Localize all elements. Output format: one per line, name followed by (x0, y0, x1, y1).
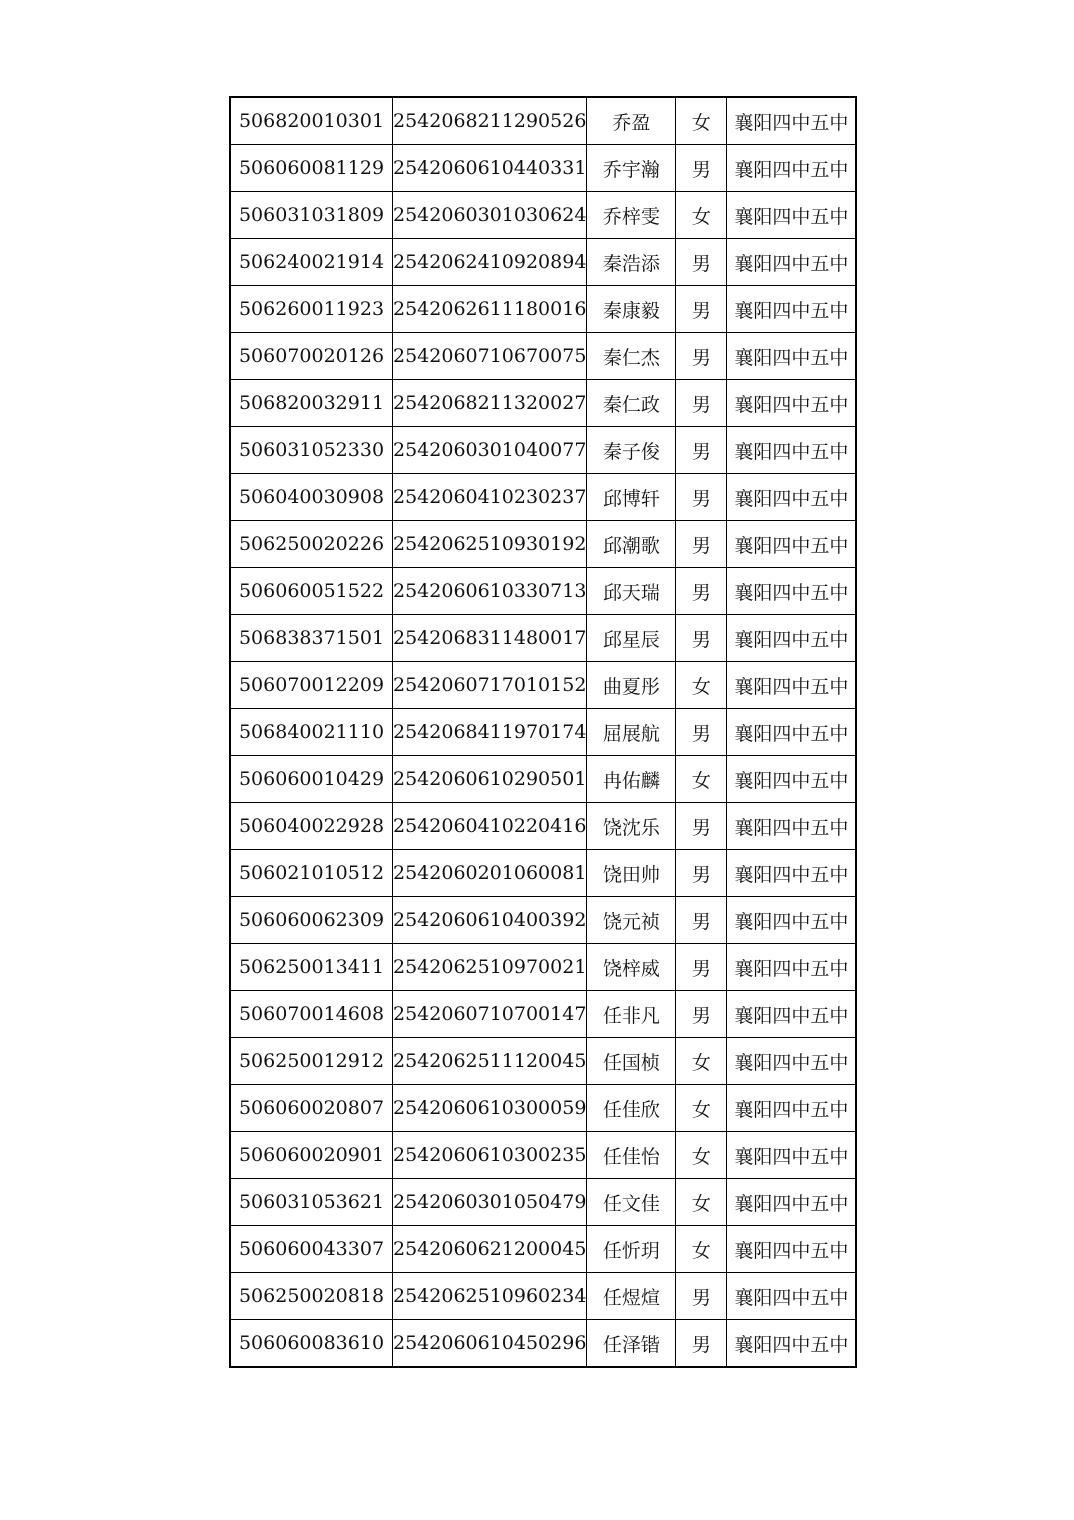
registration-number-cell: 2542060610290501 (393, 756, 587, 803)
gender-cell: 男 (676, 944, 727, 991)
registration-number-cell: 2542062511120045 (393, 1038, 587, 1085)
student-name-cell: 邱天瑞 (587, 568, 676, 615)
school-cell: 襄阳四中五中 (727, 192, 857, 239)
school-cell: 襄阳四中五中 (727, 427, 857, 474)
exam-number-cell: 506060083610 (230, 1320, 393, 1368)
table-row (230, 286, 856, 333)
school-cell: 襄阳四中五中 (727, 1038, 857, 1085)
gender-cell: 女 (676, 97, 727, 145)
exam-number-cell: 506021010512 (230, 850, 393, 897)
school-cell: 襄阳四中五中 (727, 615, 857, 662)
student-name-cell: 曲夏彤 (587, 662, 676, 709)
registration-number-cell: 2542060621200045 (393, 1226, 587, 1273)
exam-number-cell: 506060062309 (230, 897, 393, 944)
school-cell: 襄阳四中五中 (727, 380, 857, 427)
registration-number-cell: 2542060301030624 (393, 192, 587, 239)
table-row (230, 1320, 856, 1368)
gender-cell: 男 (676, 474, 727, 521)
exam-number-cell: 506250020818 (230, 1273, 393, 1320)
table-row (230, 568, 856, 615)
gender-cell: 男 (676, 709, 727, 756)
registration-number-cell: 2542060710670075 (393, 333, 587, 380)
gender-cell: 女 (676, 662, 727, 709)
registration-number-cell: 2542068411970174 (393, 709, 587, 756)
student-name-cell: 秦仁杰 (587, 333, 676, 380)
exam-number-cell: 506070012209 (230, 662, 393, 709)
registration-number-cell: 2542062410920894 (393, 239, 587, 286)
gender-cell: 女 (676, 192, 727, 239)
school-cell: 襄阳四中五中 (727, 756, 857, 803)
gender-cell: 男 (676, 897, 727, 944)
school-cell: 襄阳四中五中 (727, 803, 857, 850)
gender-cell: 男 (676, 521, 727, 568)
table-row (230, 145, 856, 192)
school-cell: 襄阳四中五中 (727, 897, 857, 944)
school-cell: 襄阳四中五中 (727, 1320, 857, 1368)
gender-cell: 男 (676, 850, 727, 897)
table-row (230, 427, 856, 474)
exam-number-cell: 506060081129 (230, 145, 393, 192)
registration-number-cell: 2542068211320027 (393, 380, 587, 427)
gender-cell: 女 (676, 1226, 727, 1273)
student-name-cell: 秦浩添 (587, 239, 676, 286)
exam-number-cell: 506031031809 (230, 192, 393, 239)
registration-number-cell: 2542062510960234 (393, 1273, 587, 1320)
registration-number-cell: 2542060410220416 (393, 803, 587, 850)
gender-cell: 男 (676, 145, 727, 192)
gender-cell: 女 (676, 756, 727, 803)
registration-number-cell: 2542062611180016 (393, 286, 587, 333)
school-cell: 襄阳四中五中 (727, 239, 857, 286)
student-roster-table (229, 96, 857, 1368)
exam-number-cell: 506820032911 (230, 380, 393, 427)
student-name-cell: 屈展航 (587, 709, 676, 756)
student-name-cell: 冉佑麟 (587, 756, 676, 803)
table-row (230, 662, 856, 709)
student-name-cell: 邱博轩 (587, 474, 676, 521)
student-name-cell: 任佳怡 (587, 1132, 676, 1179)
school-cell: 襄阳四中五中 (727, 333, 857, 380)
gender-cell: 男 (676, 427, 727, 474)
student-name-cell: 邱星辰 (587, 615, 676, 662)
student-name-cell: 秦仁政 (587, 380, 676, 427)
registration-number-cell: 2542060610300059 (393, 1085, 587, 1132)
school-cell: 襄阳四中五中 (727, 97, 857, 145)
registration-number-cell: 2542060610330713 (393, 568, 587, 615)
student-name-cell: 秦康毅 (587, 286, 676, 333)
student-name-cell: 任文佳 (587, 1179, 676, 1226)
registration-number-cell: 2542068211290526 (393, 97, 587, 145)
table-row (230, 1132, 856, 1179)
exam-number-cell: 506820010301 (230, 97, 393, 145)
school-cell: 襄阳四中五中 (727, 1085, 857, 1132)
registration-number-cell: 2542060610440331 (393, 145, 587, 192)
table-row (230, 1273, 856, 1320)
registration-number-cell: 2542060410230237 (393, 474, 587, 521)
table-row (230, 239, 856, 286)
student-name-cell: 乔盈 (587, 97, 676, 145)
table-body (230, 97, 856, 1367)
gender-cell: 女 (676, 1085, 727, 1132)
registration-number-cell: 2542060301050479 (393, 1179, 587, 1226)
gender-cell: 男 (676, 1273, 727, 1320)
gender-cell: 女 (676, 1179, 727, 1226)
student-name-cell: 乔宇瀚 (587, 145, 676, 192)
school-cell: 襄阳四中五中 (727, 709, 857, 756)
table-row (230, 97, 856, 145)
registration-number-cell: 2542060201060081 (393, 850, 587, 897)
student-name-cell: 任非凡 (587, 991, 676, 1038)
student-name-cell: 任国桢 (587, 1038, 676, 1085)
table-row (230, 192, 856, 239)
exam-number-cell: 506250013411 (230, 944, 393, 991)
table-row (230, 991, 856, 1038)
registration-number-cell: 2542060717010152 (393, 662, 587, 709)
gender-cell: 男 (676, 615, 727, 662)
gender-cell: 男 (676, 991, 727, 1038)
gender-cell: 男 (676, 286, 727, 333)
gender-cell: 男 (676, 803, 727, 850)
exam-number-cell: 506031052330 (230, 427, 393, 474)
exam-number-cell: 506070020126 (230, 333, 393, 380)
table-row (230, 333, 856, 380)
exam-number-cell: 506060051522 (230, 568, 393, 615)
exam-number-cell: 506250012912 (230, 1038, 393, 1085)
student-name-cell: 饶梓威 (587, 944, 676, 991)
school-cell: 襄阳四中五中 (727, 145, 857, 192)
student-name-cell: 饶田帅 (587, 850, 676, 897)
registration-number-cell: 2542060610400392 (393, 897, 587, 944)
table-row (230, 850, 856, 897)
registration-number-cell: 2542060610450296 (393, 1320, 587, 1368)
school-cell: 襄阳四中五中 (727, 662, 857, 709)
school-cell: 襄阳四中五中 (727, 1179, 857, 1226)
gender-cell: 男 (676, 239, 727, 286)
registration-number-cell: 2542060301040077 (393, 427, 587, 474)
student-name-cell: 饶沈乐 (587, 803, 676, 850)
exam-number-cell: 506060043307 (230, 1226, 393, 1273)
table-row (230, 1085, 856, 1132)
school-cell: 襄阳四中五中 (727, 944, 857, 991)
student-name-cell: 任煜煊 (587, 1273, 676, 1320)
registration-number-cell: 2542062510930192 (393, 521, 587, 568)
exam-number-cell: 506260011923 (230, 286, 393, 333)
table-row (230, 897, 856, 944)
table-row (230, 615, 856, 662)
school-cell: 襄阳四中五中 (727, 1273, 857, 1320)
student-name-cell: 邱潮歌 (587, 521, 676, 568)
school-cell: 襄阳四中五中 (727, 1226, 857, 1273)
gender-cell: 男 (676, 568, 727, 615)
student-name-cell: 任佳欣 (587, 1085, 676, 1132)
student-name-cell: 任泽锴 (587, 1320, 676, 1368)
registration-number-cell: 2542060610300235 (393, 1132, 587, 1179)
table-row (230, 803, 856, 850)
school-cell: 襄阳四中五中 (727, 521, 857, 568)
exam-number-cell: 506040022928 (230, 803, 393, 850)
table-row (230, 521, 856, 568)
exam-number-cell: 506060010429 (230, 756, 393, 803)
school-cell: 襄阳四中五中 (727, 474, 857, 521)
table-row (230, 709, 856, 756)
gender-cell: 女 (676, 1132, 727, 1179)
exam-number-cell: 506240021914 (230, 239, 393, 286)
gender-cell: 男 (676, 333, 727, 380)
registration-number-cell: 2542060710700147 (393, 991, 587, 1038)
exam-number-cell: 506840021110 (230, 709, 393, 756)
gender-cell: 女 (676, 1038, 727, 1085)
school-cell: 襄阳四中五中 (727, 286, 857, 333)
student-name-cell: 饶元祯 (587, 897, 676, 944)
exam-number-cell: 506060020807 (230, 1085, 393, 1132)
exam-number-cell: 506040030908 (230, 474, 393, 521)
exam-number-cell: 506031053621 (230, 1179, 393, 1226)
table-row (230, 474, 856, 521)
exam-number-cell: 506250020226 (230, 521, 393, 568)
table-row (230, 1179, 856, 1226)
table-row (230, 1038, 856, 1085)
student-name-cell: 秦子俊 (587, 427, 676, 474)
gender-cell: 男 (676, 1320, 727, 1368)
exam-number-cell: 506070014608 (230, 991, 393, 1038)
student-name-cell: 乔梓雯 (587, 192, 676, 239)
table-row (230, 756, 856, 803)
school-cell: 襄阳四中五中 (727, 568, 857, 615)
school-cell: 襄阳四中五中 (727, 850, 857, 897)
table-row (230, 380, 856, 427)
exam-number-cell: 506838371501 (230, 615, 393, 662)
school-cell: 襄阳四中五中 (727, 1132, 857, 1179)
table-row (230, 944, 856, 991)
gender-cell: 男 (676, 380, 727, 427)
school-cell: 襄阳四中五中 (727, 991, 857, 1038)
exam-number-cell: 506060020901 (230, 1132, 393, 1179)
registration-number-cell: 2542068311480017 (393, 615, 587, 662)
student-name-cell: 任忻玥 (587, 1226, 676, 1273)
table-row (230, 1226, 856, 1273)
registration-number-cell: 2542062510970021 (393, 944, 587, 991)
